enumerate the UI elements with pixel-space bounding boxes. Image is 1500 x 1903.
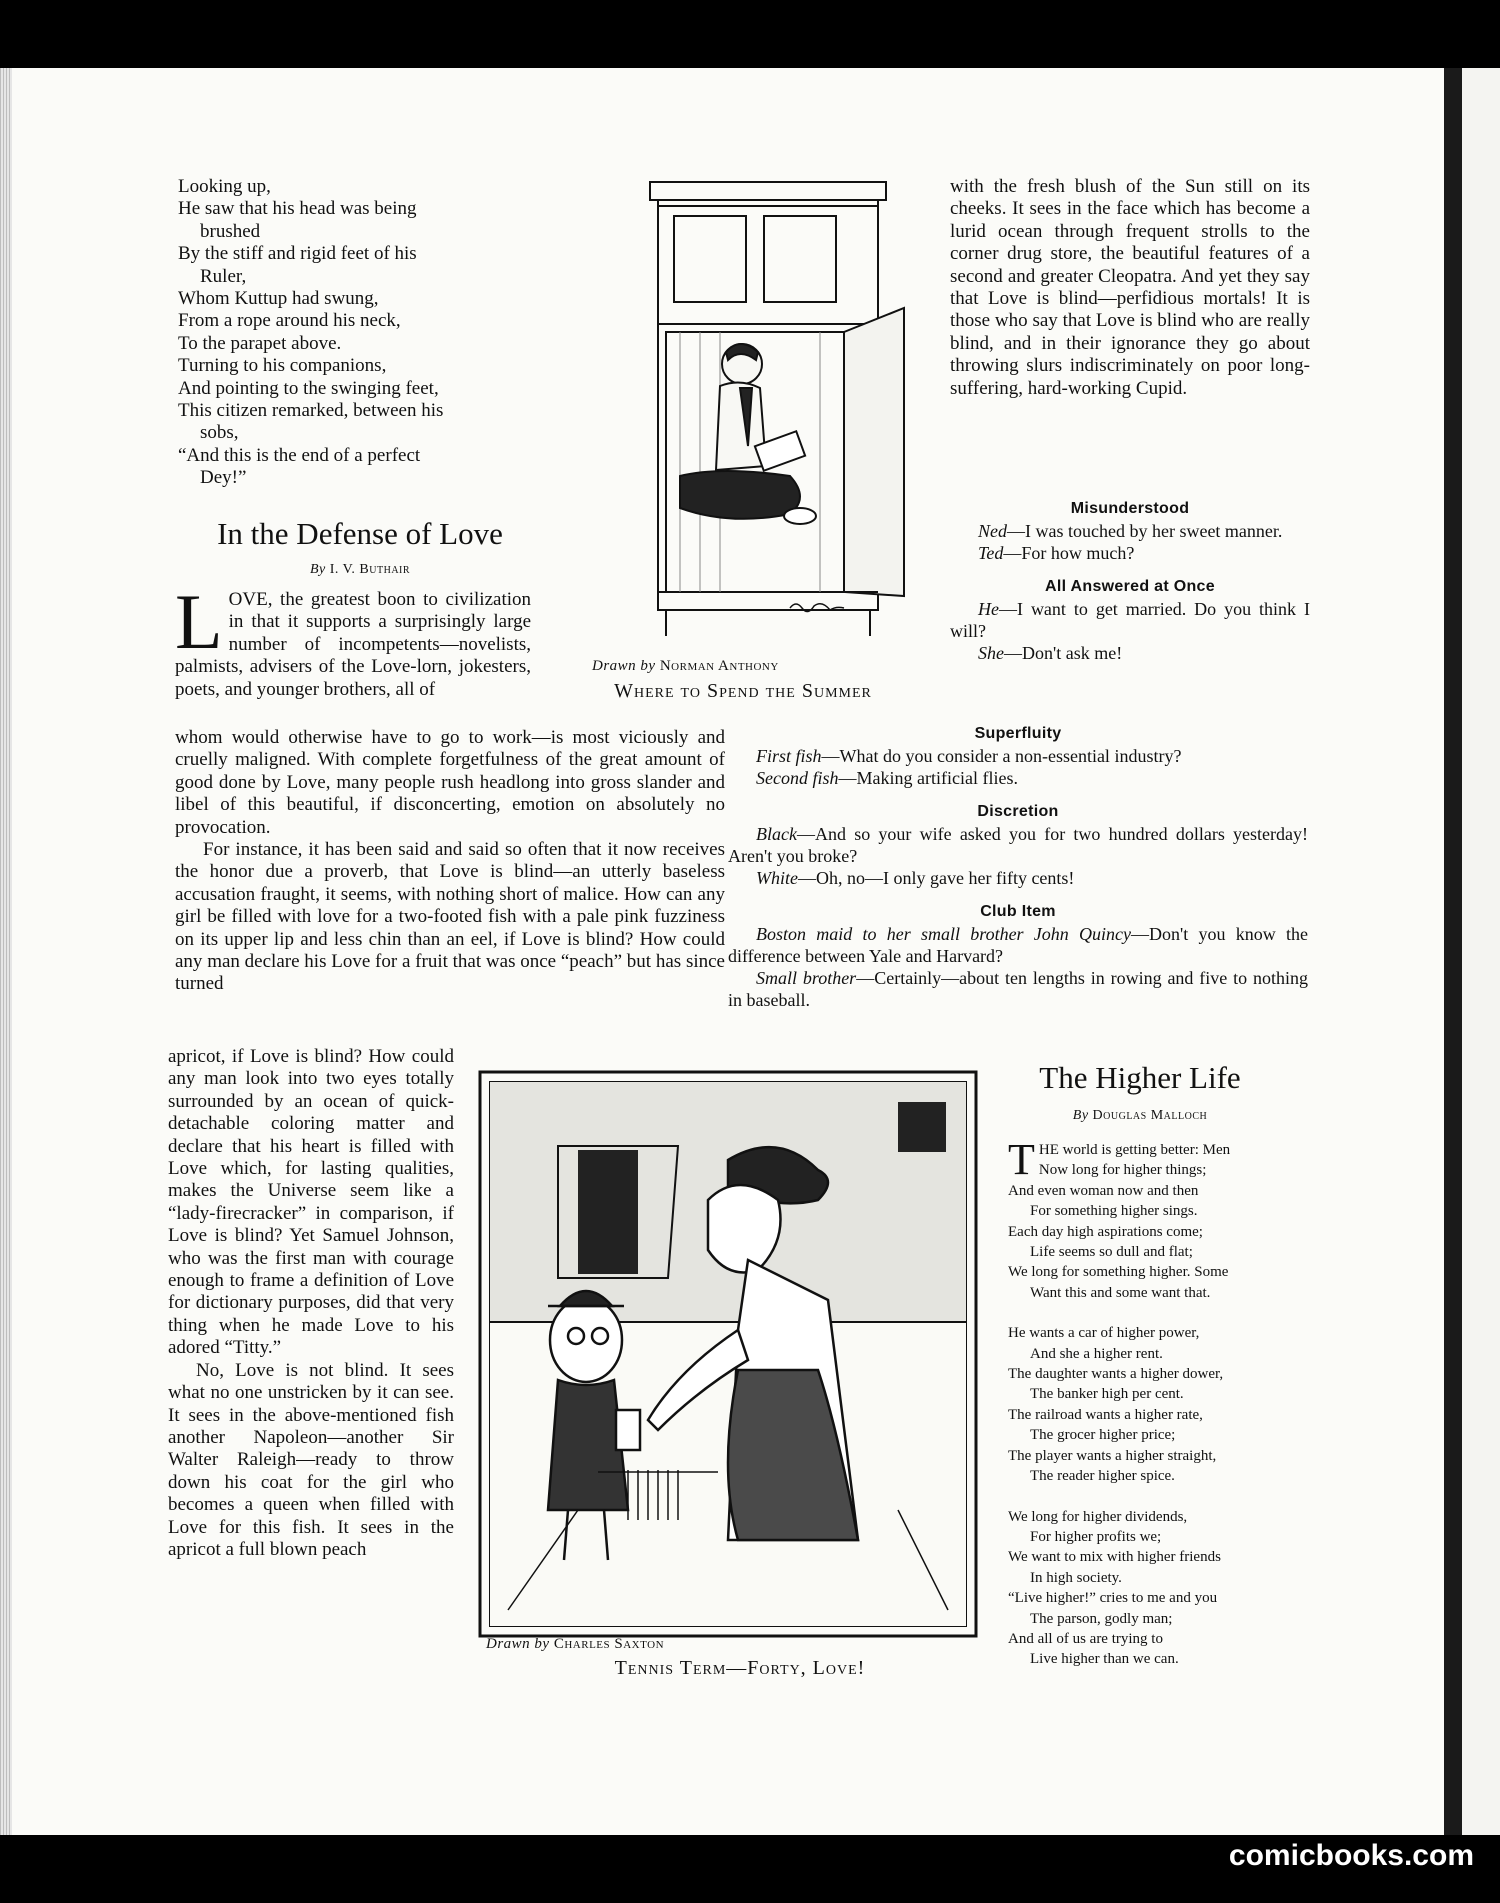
poem-stanza xyxy=(1008,1160,1308,1303)
poem-line: By the stiff and rigid feet of his xyxy=(178,243,417,265)
poem-line: He wants a car of higher power, xyxy=(1008,1325,1200,1342)
dropcap-t: T xyxy=(1008,1135,1035,1184)
poem-line: We long for higher dividends, xyxy=(1008,1508,1188,1525)
top-illustration-caption: Where to Spend the Summer xyxy=(614,680,872,702)
poem-line: The reader higher spice. xyxy=(1030,1468,1175,1485)
poem-line: In high society. xyxy=(1030,1569,1122,1586)
poem-line: Dey!” xyxy=(200,467,247,489)
poem-line: The railroad wants a higher rate, xyxy=(1008,1406,1203,1423)
joke-line xyxy=(950,520,1310,542)
bottom-illustration-caption: Tennis Term—Forty, Love! xyxy=(614,1657,866,1679)
joke-discretion xyxy=(728,801,1308,889)
poem-line: Want this and some want that. xyxy=(1030,1284,1211,1301)
joke-line xyxy=(728,767,1308,789)
defense-right-continuation: with the fresh blush of the Sun still on its cheeks. It sees in the face which has become a lurid ocean through frequent strolls to the corner drug store, the beautiful features of a second and greater Cleopatra. And yet they say that Love is blind—perfidious mortals! It is those who say that Love is blind who are really blind, and in their ignorance they go about throwing slurs indiscriminately on poor long-suffering, hard-working Cupid. xyxy=(950,176,1310,399)
article-title-defense-of-love: In the Defense of Love xyxy=(217,516,503,551)
poem-line: brushed xyxy=(200,220,261,242)
poem-line: sobs, xyxy=(200,422,239,444)
defense-wide-section: whom would otherwise have to go to work—is most viciously and cruelly maligned. With complete forgetfulness of the great amount of good done by Love, many people rush headlong into gross slander and libel of this beautiful, if disconcerting, emotion on absolutely no provocation. For instance, it has been said and said so often that it now receives the honor due a proverb, that Love is blind—an utterly baseless accusation fraught, it seems, with nothing short of malice. How can any girl be filled with love for a two-footed fish with a pale pink fuzziness on its upper lip and less chin than an eel, if Love is blind? How could any man declare his Love for a fruit that was once “peach” but has since turned xyxy=(175,727,725,995)
poem-line: Life seems so dull and flat; xyxy=(1030,1244,1193,1261)
joke-line xyxy=(950,598,1310,642)
joke-title: Superfluity xyxy=(974,725,1062,742)
joke-title: All Answered at Once xyxy=(1045,578,1215,595)
poem-line: Now long for higher things; xyxy=(1038,1162,1207,1179)
poem-line: Whom Kuttup had swung, xyxy=(178,288,379,310)
joke-text: —Certainly—about ten lengths in rowing and five to nothing in baseball. xyxy=(728,968,1308,1010)
next-page-sliver xyxy=(1462,68,1500,1835)
poem-ending xyxy=(178,176,538,490)
poem-stanza xyxy=(1008,1507,1308,1670)
poem-line: The banker high per cent. xyxy=(1030,1386,1184,1403)
joke-superfluity xyxy=(728,723,1308,789)
joke-misunderstood xyxy=(950,498,1310,564)
poem-line: For higher profits we; xyxy=(1030,1528,1162,1545)
joke-text: —I want to get married. Do you think I will? xyxy=(950,599,1310,641)
joke-text: —What do you consider a non-essential industry? xyxy=(821,746,1182,766)
poem-line: Looking up, xyxy=(178,176,271,197)
joke-speaker: Boston maid to her small brother John Quincy xyxy=(756,924,1132,944)
joke-speaker: Small brother xyxy=(756,968,857,988)
byline-higher-life: By Douglas Malloch xyxy=(1072,1108,1208,1123)
joke-speaker: Ted xyxy=(978,543,1004,563)
poem-line: And pointing to the swinging feet, xyxy=(178,377,439,399)
article-title-higher-life: The Higher Life xyxy=(1039,1060,1241,1095)
poem-line: The grocer higher price; xyxy=(1030,1427,1176,1444)
byline-defense-of-love: By I. V. Buthair xyxy=(309,562,411,577)
joke-speaker: Black xyxy=(756,824,797,844)
poem-line: The parson, godly man; xyxy=(1030,1610,1173,1627)
binding-gutter xyxy=(0,68,12,1835)
poem-stanza xyxy=(1008,1323,1308,1486)
joke-line xyxy=(950,542,1310,564)
poem-line: We long for something higher. Some xyxy=(1008,1264,1229,1281)
joke-text: —For how much? xyxy=(1003,543,1135,563)
poem-line: Turning to his companions, xyxy=(178,355,387,377)
poem-line: We want to mix with higher friends xyxy=(1008,1549,1221,1566)
joke-line xyxy=(950,642,1310,664)
joke-text: —I was touched by her sweet manner. xyxy=(1007,521,1283,541)
page-edge-shadow xyxy=(1444,68,1462,1835)
joke-club-item xyxy=(728,901,1308,1011)
joke-text: —And so your wife asked you for two hundred dollars yesterday! Aren't you broke? xyxy=(728,824,1308,866)
poem-line: And all of us are trying to xyxy=(1008,1630,1163,1647)
bottom-illustration-credit: Drawn by Charles Saxton xyxy=(486,1636,665,1652)
tennis-term-illustration xyxy=(478,1070,978,1638)
joke-line xyxy=(728,967,1308,1011)
poem-line: “Live higher!” cries to me and you xyxy=(1008,1590,1218,1607)
higher-life-poem: THE world is getting better: Men Now long for higher things; And even woman now and then For something higher sings. Each day high aspirations come; Life seems so dull and flat; We long for something higher. Some Want this and some want that. He wants a car of higher power, And she a higher rent. The daughter wants a higher dower, The banker high per cent. The railroad wants a higher rate, The grocer higher price; The player wants a higher straight, The reader higher spice. We long for higher dividends, For higher profits we; We want to mix with higher friends In high society. “Live higher!” cries to me and you The parson, godly man; And all of us are trying to Live higher than we can. xyxy=(1008,1140,1308,1690)
joke-line xyxy=(728,923,1308,967)
poem-line: The player wants a higher straight, xyxy=(1008,1447,1217,1464)
top-illustration-credit: Drawn by Norman Anthony xyxy=(592,658,779,674)
poem-line: And even woman now and then xyxy=(1008,1182,1199,1199)
poem-line: For something higher sings. xyxy=(1030,1203,1198,1220)
defense-narrow-continuation: apricot, if Love is blind? How could any man look into two eyes totally surrounded by an ocean of quick-detachable coloring matter and declare that his heart is filled with Love which, for lasting qualities, makes the Universe seem like a “lady-firecracker” in comparison, if Love is blind? Yet Samuel Johnson, who was the first man with courage enough to frame a definition of Love for dictionary purposes, did that very thing when he made Love to his adored “Titty.” No, Love is not blind. It sees what no one unstricken by it can see. It sees in the above-mentioned fish another Napoleon—another Sir Walter Raleigh—ready to throw down his coat for the girl who becomes a queen when filled with Love for this fish. It sees in the apricot a full blown peach xyxy=(168,1046,454,1560)
poem-line: Ruler, xyxy=(200,265,247,287)
jokes-wide-column xyxy=(728,723,1308,1023)
poem-line: And she a higher rent. xyxy=(1030,1345,1163,1362)
joke-all-answered-at-once xyxy=(950,576,1310,664)
poem-line: From a rope around his neck, xyxy=(178,310,401,332)
poem-line: He saw that his head was being xyxy=(178,198,417,220)
joke-title: Misunderstood xyxy=(1070,500,1190,517)
joke-line xyxy=(728,823,1308,867)
joke-text: —Don't ask me! xyxy=(1004,643,1123,663)
joke-speaker: Second fish xyxy=(756,768,839,788)
joke-speaker: White xyxy=(756,868,798,888)
joke-speaker: She xyxy=(978,643,1004,663)
joke-text: —Making artificial flies. xyxy=(838,768,1018,788)
joke-title: Discretion xyxy=(977,803,1059,820)
joke-speaker: Ned xyxy=(978,521,1007,541)
poem-line: This citizen remarked, between his xyxy=(178,400,444,422)
site-watermark: comicbooks.com xyxy=(1228,1839,1474,1872)
poem-line: Each day high aspirations come; xyxy=(1008,1223,1203,1240)
joke-line xyxy=(728,867,1308,889)
poem-line: To the parapet above. xyxy=(178,332,342,354)
defense-intro-narrow: LOVE, the greatest boon to civilization in that it supports a surprisingly large number of incompetents—novelists, palmists, advisers of the Love-lorn, jokesters, poets, and younger brothers, all of xyxy=(175,578,531,700)
dropcap-l: L xyxy=(175,578,223,665)
jokes-right-column xyxy=(950,498,1310,676)
poem-line: Live higher than we can. xyxy=(1030,1651,1179,1668)
cupboard-reader-illustration xyxy=(640,176,920,646)
joke-text: —Oh, no—I only gave her fifty cents! xyxy=(798,868,1075,888)
joke-text: —Don't you know the difference between Yale and Harvard? xyxy=(728,924,1308,966)
joke-line xyxy=(728,745,1308,767)
joke-title: Club Item xyxy=(980,903,1056,920)
joke-speaker: He xyxy=(978,599,999,619)
poem-line: The daughter wants a higher dower, xyxy=(1008,1366,1224,1383)
joke-speaker: First fish xyxy=(756,746,822,766)
poem-line: “And this is the end of a perfect xyxy=(178,444,421,466)
